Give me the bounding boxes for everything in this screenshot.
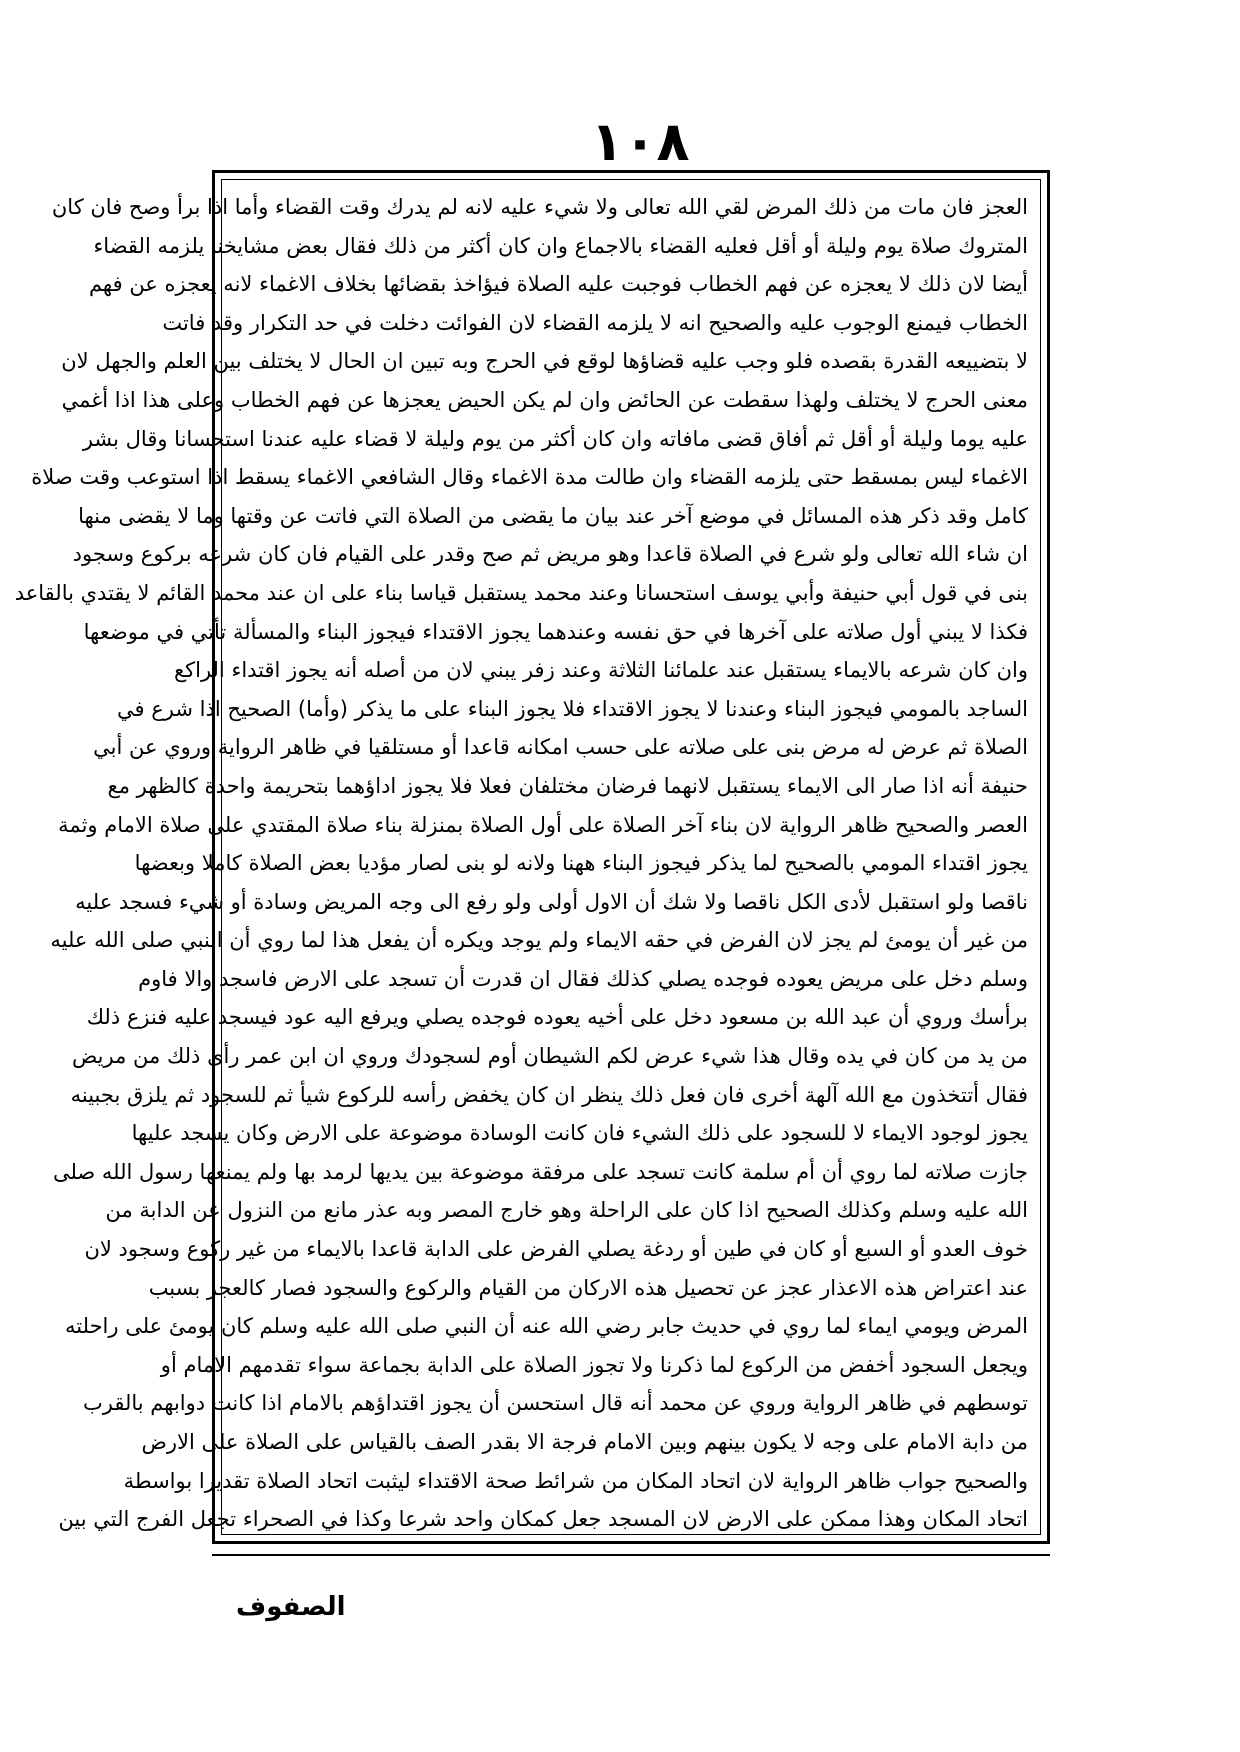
text-line: الله عليه وسلم وكذلك الصحيح اذا كان على الراحلة وهو خارج المصر وبه عذر مانع من النزول عن الدابة من [105, 1198, 1028, 1223]
text-line: كامل وقد ذكر هذه المسائل في موضع آخر عند بيان ما يقضى من الصلاة التي فاتت عن وقتها وما لا يقضى منها [78, 503, 1028, 528]
text-line: من يد من كان في يده وقال هذا شيء عرض لكم الشيطان أوم لسجودك وروي ان ابن عمر رأى ذلك من مريض [71, 1044, 1028, 1069]
text-line: أيضا لان ذلك لا يعجزه عن فهم الخطاب فوجبت عليه الصلاة فيؤاخذ بقضائها بخلاف الاغماء لانه يعجزه عن فهم [88, 272, 1028, 297]
bottom-rule [212, 1554, 1050, 1556]
text-line: المتروك صلاة يوم وليلة أو أقل فعليه القضاء بالاجماع وان كان أكثر من ذلك فقال بعض مشايخنا يلزمه القضاء [93, 233, 1028, 258]
page-number: ١٠٨ [590, 110, 690, 173]
text-frame-inner-border [14, 179, 1041, 1535]
text-line: فقال أتتخذون مع الله آلهة أخرى فان فعل ذلك ينظر ان كان يخفض رأسه للركوع شيأ ثم للسجود ثم يلزق بجبينه [70, 1082, 1028, 1107]
text-line: وسلم دخل على مريض يعوده فوجده يصلي كذلك فقال ان قدرت أن تسجد على الارض فاسجد والا فاوم [138, 966, 1028, 991]
main-text [14, 188, 1028, 1532]
text-line: العصر والصحيح ظاهر الرواية لان بناء آخر الصلاة على أول الصلاة بمنزلة بناء صلاة المقتدي على صلاة الامام وثمة [58, 812, 1028, 837]
text-line: توسطهم في ظاهر الرواية وروي عن محمد أنه قال استحسن أن يجوز اقتداؤهم بالامام اذا كانت دوابهم بالقرب [83, 1391, 1028, 1416]
text-line: الصلاة ثم عرض له مرض بنى على صلاته على حسب امكانه قاعدا أو مستلقيا في ظاهر الرواية وروي عن أبي [93, 735, 1028, 760]
text-line: برأسك وروي أن عبد الله بن مسعود دخل على أخيه يعوده فوجده يصلي ويرفع اليه عود فيسجد عليه فنزع ذلك [86, 1005, 1028, 1030]
text-line: الخطاب فيمنع الوجوب عليه والصحيح انه لا يلزمه القضاء لان الفوائت دخلت في حد التكرار وقد فاتت [162, 310, 1028, 335]
text-line: الساجد بالمومي فيجوز البناء وعندنا لا يجوز الاقتداء فلا يجوز البناء على ما يذكر (وأما) الصحيح اذا شرع في [117, 696, 1028, 721]
text-line: حنيفة أنه اذا صار الى الايماء يستقبل لانهما فرضان مختلفان فعلا فلا يجوز اداؤهما بتحريمة واحدة كالظهر مع [107, 773, 1028, 798]
text-line: الاغماء ليس بمسقط حتى يلزمه القضاء وان طالت مدة الاغماء وقال الشافعي الاغماء يسقط اذا استوعب وقت صلاة [31, 465, 1028, 490]
text-line: وان كان شرعه بالايماء يستقبل عند علمائنا الثلاثة وعند زفر يبني لان من أصله أنه يجوز اقتداء الراكع [173, 658, 1028, 683]
text-line: من دابة الامام على وجه لا يكون بينهم وبين الامام فرجة الا بقدر الصف بالقياس على الصلاة على الارض [141, 1430, 1028, 1454]
text-line: عليه يوما وليلة أو أقل ثم أفاق قضى مافاته وان كان أكثر من يوم وليلة لا قضاء عليه عندنا استحسانا وقال بشر [82, 426, 1028, 451]
text-line: يجوز اقتداء المومي بالصحيح لما يذكر فيجوز البناء ههنا ولانه لو بنى لصار مؤديا بعض الصلاة كاملا وبعضها [134, 851, 1028, 876]
text-line: ناقصا ولو استقبل لأدى الكل ناقصا ولا شك أن الاول أولى ولو رفع الى وجه المريض وسادة أو شيء فسجد عليه [75, 889, 1028, 914]
text-line: من غير أن يومئ لم يجز لان الفرض في حقه الايماء ولم يوجد ويكره أن يفعل هذا لما روي أن النبي صلى الله عليه [50, 928, 1028, 953]
text-line: والصحيح جواب ظاهر الرواية لان اتحاد المكان من شرائط صحة الاقتداء ليثبت اتحاد الصلاة تقديرا بواسطة [123, 1468, 1028, 1493]
text-line: اتحاد المكان وهذا ممكن على الارض لان المسجد جعل كمكان واحد شرعا وكذا في الصحراء تجعل الفرج التي بين [58, 1507, 1028, 1532]
text-line: المرض ويومي ايماء لما روي في حديث جابر رضي الله عنه أن النبي صلى الله عليه وسلم كان يومئ على راحلته [65, 1314, 1028, 1339]
text-line: خوف العدو أو السبع أو كان في طين أو ردغة يصلي الفرض على الدابة قاعدا بالايماء من غير ركوع وسجود لان [84, 1237, 1028, 1262]
text-line: معنى الحرج لا يختلف ولهذا سقطت عن الحائض وان لم يكن الحيض يعجزها عن فهم الخطاب وعلى هذا اذا أغمي [61, 387, 1028, 412]
text-frame [14, 170, 1050, 1544]
text-line: عند اعتراض هذه الاعذار عجز عن تحصيل هذه الاركان من القيام والركوع والسجود فصار كالعجز بسبب [148, 1275, 1028, 1300]
text-line: ان شاء الله تعالى ولو شرع في الصلاة قاعدا وهو مريض ثم صح وقدر على القيام فان كان شرعه بركوع وسجود [72, 542, 1028, 567]
text-line: بنى في قول أبي حنيفة وأبي يوسف استحسانا وعند محمد يستقبل قياسا بناء على ان عند محمد القائم لا يقتدي بالقاعد [14, 580, 1028, 605]
text-line: فكذا لا يبني أول صلاته على آخرها في حق نفسه وعندهما يجوز الاقتداء فيجوز البناء والمسألة تأتي في موضعها [83, 619, 1028, 644]
text-line: يجوز لوجود الايماء لا للسجود على ذلك الشيء فان كانت الوسادة موضوعة على الارض وكان يسجد عليها [131, 1121, 1028, 1146]
text-line: لا بتضييعه القدرة بقصده فلو وجب عليه قضاؤها لوقع في الحرج وبه تبين ان الحال لا يختلف بين العلم والجهل لان [61, 349, 1028, 374]
text-line: ويجعل السجود أخفض من الركوع لما ذكرنا ولا تجوز الصلاة على الدابة بجماعة سواء تقدمهم الامام أو [160, 1352, 1028, 1377]
catchword: الصفوف [236, 1592, 346, 1622]
text-line: العجز فان مات من ذلك المرض لقي الله تعالى ولا شيء عليه لانه لم يدرك وقت القضاء وأما اذا برأ وصح فان كان [51, 195, 1028, 219]
text-line: جازت صلاته لما روي أن أم سلمة كانت تسجد على مرفقة موضوعة بين يديها لرمد بها ولم يمنعها رسول الله صلى [52, 1159, 1028, 1184]
